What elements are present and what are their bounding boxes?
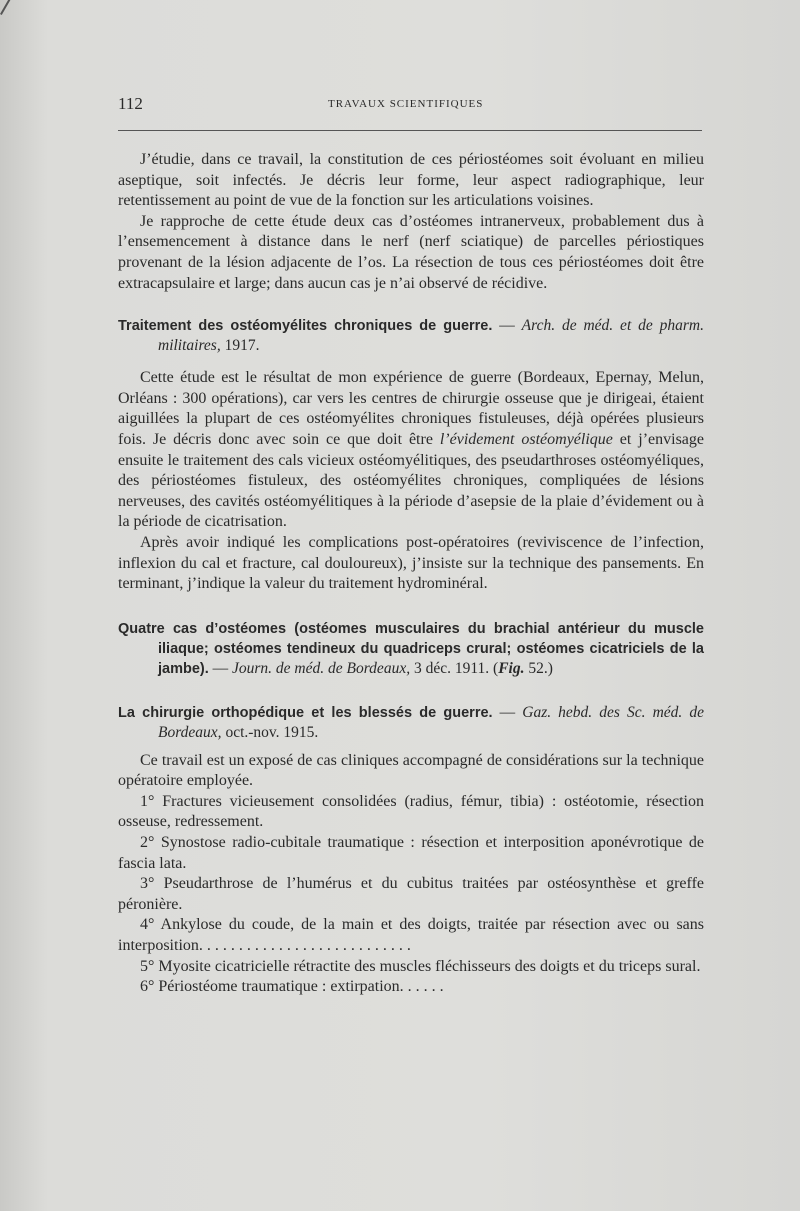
entry-1-dash: — [492,317,522,335]
entry-3-date: oct.-nov. 1915. [221,723,319,741]
list-item: 3° Pseudarthrose de l’humérus et du cubitus traitées par ostéosynthèse et greffe péronière. [118,875,704,913]
entry-2-date: 3 déc. 1911. [410,659,490,677]
bibliography-entry-3 [118,703,704,743]
entry-3-intro: Ce travail est un exposé de cas cliniques accompagné de considérations sur la technique opératoire employée. [118,751,704,790]
page-content [118,150,704,998]
list-item: 2° Synostose radio-cubitale traumatique : résection et interposition aponévrotique de fascia lata. [118,834,704,872]
entry-3-source: Gaz. hebd. des Sc. méd. de Bordeaux, [158,703,705,741]
entry-1-title: Traitement des ostéomyélites chroniques de guerre. [118,318,493,335]
entry-2-figure-number: 52.) [524,659,553,677]
entry-1-text-a: Cette étude est le résultat de mon expérience de guerre (Bordeaux, Epernay, Melun, Orléans : 300 opérations), car vers les centres de chirurgie osseuse que je dirigeai, étaient aiguillées la plupart de ces ostéomyélites chroniques fistuleuses, déjà opérées plusieurs fois. Je décris donc avec soin ce que doit être [118,369,704,448]
corner-mark [0,0,11,15]
list-item: 4° Ankylose du coude, de la main et des doigts, traitée par résection avec ou sans interposition. . . . . . . . . . . . . . . . . . . . . . . . . . . [118,916,704,955]
list-item: 5° Myosite cicatricielle rétractite des muscles fléchisseurs des doigts et du triceps sural. [140,957,701,975]
running-title: TRAVAUX SCIENTIFIQUES [328,98,484,110]
entry-2-title: Quatre cas d’ostéomes (ostéomes musculaires du brachial antérieur du muscle iliaque; ostéomes tendineux du quadriceps crural; ostéomes cicatriciels de la jambe). [118,620,704,677]
list-item: 1° Fractures vicieusement consolidées (radius, fémur, tibia) : ostéotomie, résection osseuse, redressement. [118,792,704,831]
page-header [118,94,702,116]
entry-2-figure-label: Fig. [498,659,525,677]
entry-1-text-b: et j’envisage ensuite le traitement des cals vicieux ostéomyélitiques, des pseudarthroses ostéomyéliques, des périostéomes fistuleux, des ostéomyélites chroniques, compliquées de lésions nerveuses, des cavités ostéomyélitiques à la période d’asepsie de la plaie d’évidement ou à la période de cicatrisation. [118,430,705,531]
entry-2-dash: — [208,659,233,677]
page-number: 112 [118,94,143,113]
entry-3-dash: — [492,703,523,721]
header-rule [118,130,702,131]
entry-2-fig-open: ( [493,659,499,677]
entry-1-emphasis: l’évidement ostéomyélique [439,430,613,448]
list-item: 6° Périostéome traumatique : extirpation. . . . . . [140,978,444,996]
entry-1-paragraph-1 [118,368,704,533]
intro-paragraph-1: J’étudie, dans ce travail, la constitution de ces périostéomes soit évoluant en milieu aseptique, soit infectés. Je décris leur forme, leur aspect radiographique, leur retentissement au point de vue de la fonction sur les articulations voisines. [118,151,704,210]
entry-1-source: Arch. de méd. et de pharm. militaires, [158,317,704,355]
intro-paragraph-2: Je rapproche de cette étude deux cas d’ostéomes intranerveux, probablement dus à l’ensemencement à distance dans le nerf (nerf sciatique) de parcelles périostiques provenant de la lésion adjacente de l’os. La résection de tous ces périostéomes doit être extracapsulaire et large; dans aucun cas je n’ai observé de récidive. [118,212,704,292]
bibliography-entry-2 [118,619,704,679]
entry-1-paragraph-2: Après avoir indiqué les complications post-opératoires (reviviscence de l’infection, inflexion du cal et fracture, cal douloureux), j’insiste sur la technique des pansements. En terminant, j’indique la valeur du traitement hydrominéral. [118,533,704,593]
entry-3-title: La chirurgie orthopédique et les blessés de guerre. [118,704,493,721]
entry-1-year: 1917. [220,337,260,355]
entry-2-source: Journ. de méd. de Bordeaux, [232,659,411,677]
bibliography-entry-1 [118,316,704,356]
